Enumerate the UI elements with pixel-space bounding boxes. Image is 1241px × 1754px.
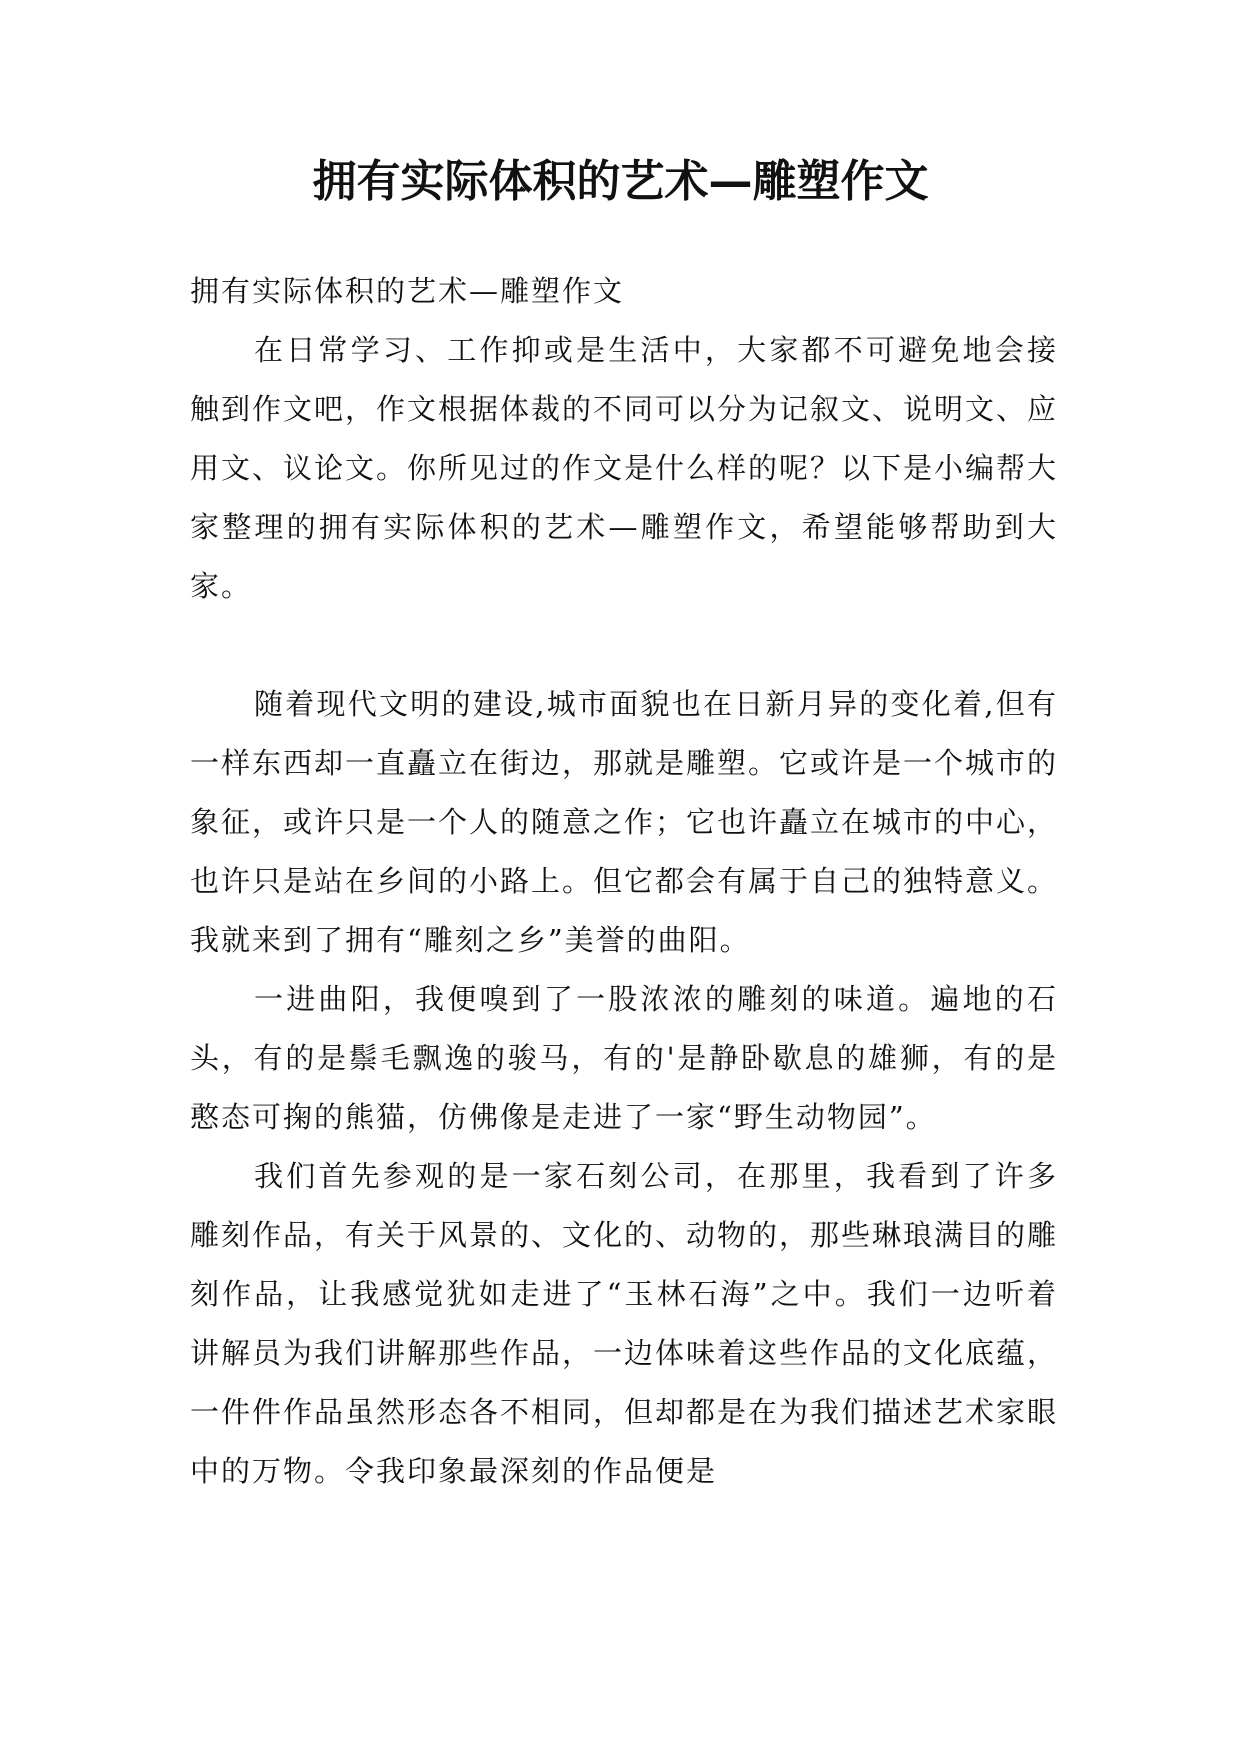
subtitle-line: 拥有实际体积的艺术—雕塑作文 <box>190 274 625 308</box>
body-paragraph-1: 随着现代文明的建设,城市面貌也在日新月异的变化着,但有一样东西却一直矗立在街边，那就是雕塑。它或许是一个城市的象征，或许只是一个人的随意之作；它也许矗立在城市的中心，也许只是站在乡间的小路上。但它都会有属于自己的独特意义。我就来到了拥有“雕刻之乡”美誉的曲阳。 <box>190 687 1059 957</box>
body-paragraph-3: 我们首先参观的是一家石刻公司，在那里，我看到了许多雕刻作品，有关于风景的、文化的、动物的，那些琳琅满目的雕刻作品，让我感觉犹如走进了“玉林石海”之中。我们一边听着讲解员为我们讲解那些作品，一边体味着这些作品的文化底蕴，一件件作品虽然形态各不相同，但却都是在为我们描述艺术家眼中的万物。令我印象最深刻的作品便是 <box>190 1159 1059 1488</box>
body-paragraph-2: 一进曲阳，我便嗅到了一股浓浓的雕刻的味道。遍地的石头，有的是鬃毛飘逸的骏马，有的'是静卧歇息的雄狮，有的是憨态可掬的熊猫，仿佛像是走进了一家“野生动物园”。 <box>190 982 1058 1134</box>
document-title: 拥有实际体积的艺术—雕塑作文 <box>312 156 929 207</box>
document-body <box>190 262 1058 1501</box>
paragraph-spacer <box>190 616 1058 675</box>
intro-paragraph: 在日常学习、工作抑或是生活中，大家都不可避免地会接触到作文吧，作文根据体裁的不同可以分为记叙文、说明文、应用文、议论文。你所见过的作文是什么样的呢？以下是小编帮大家整理的拥有实际体积的艺术—雕塑作文，希望能够帮助到大家。 <box>190 333 1059 603</box>
